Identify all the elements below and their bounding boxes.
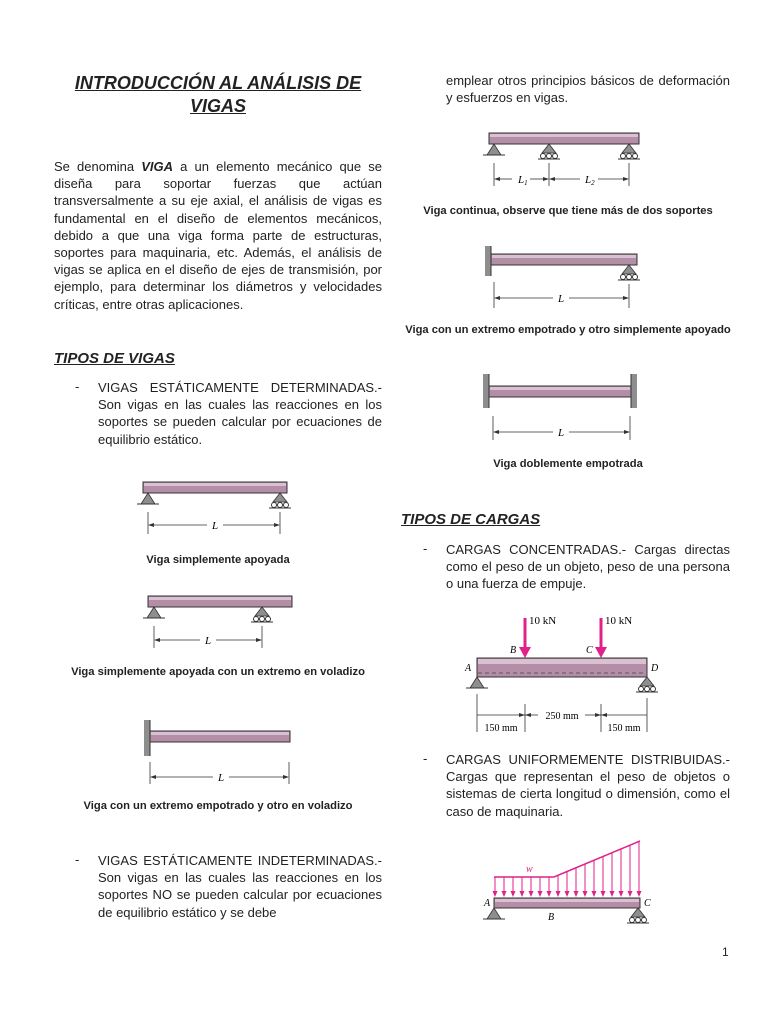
roller-support: [622, 265, 636, 274]
caption-overhang: Viga simplemente apoyada con un extremo en voladizo: [71, 666, 365, 678]
load-arrowhead: [610, 891, 615, 897]
pin-support: [470, 677, 484, 688]
roller-wheel: [633, 275, 638, 280]
load-arrowhead: [520, 891, 525, 897]
cargas-concentradas-item: CARGAS CONCENTRADAS.- Cargas directas como el peso de un objeto, peso de una persona o una fuerza de empuje.: [446, 542, 730, 592]
point-a-label: A: [465, 663, 472, 674]
length-label: L: [204, 635, 212, 647]
continuation-text: emplear otros principios básicos de deformación y esfuerzos en vigas.: [446, 73, 730, 106]
roller-wheel: [553, 154, 558, 159]
tipos-cargas-heading: TIPOS DE CARGAS: [401, 511, 541, 528]
concentrated-load-diagram: [458, 610, 668, 736]
cargas-distribuidas-item: CARGAS UNIFORMEMENTE DISTRIBUIDAS.- Cargas que representan el peso de objetos o sistemas de cierta longitud o dimensión, como el caso de maquinaria.: [446, 752, 730, 819]
load-arrowhead: [619, 891, 624, 897]
distributed-load-diagram: [478, 836, 664, 930]
dim-arrow: [283, 775, 289, 779]
roller-wheel: [633, 154, 638, 159]
caption-continuous: Viga continua, observe que tiene más de dos soportes: [423, 205, 713, 217]
force-arrowhead: [519, 647, 531, 658]
beam-highlight: [151, 732, 289, 735]
dim-arrow: [623, 296, 629, 300]
continuous-beam-diagram: [480, 128, 650, 188]
fixed-wall-right: [631, 374, 637, 408]
force-label-1: 10 kN: [529, 615, 557, 627]
fixed-wall: [485, 246, 491, 276]
load-arrowhead: [592, 891, 597, 897]
dim-arrow: [274, 523, 280, 527]
roller-support: [622, 144, 636, 153]
roller-wheel: [278, 503, 283, 508]
pin-support: [487, 908, 501, 919]
roller-wheel: [260, 617, 265, 622]
roller-wheel: [639, 687, 644, 692]
roller-wheel: [651, 687, 656, 692]
beam-highlight: [144, 483, 286, 486]
page-title: INTRODUCCIÓN AL ANÁLISIS DE VIGAS: [74, 73, 362, 116]
load-arrowhead: [493, 891, 498, 897]
vigas-determinadas-item: VIGAS ESTÁTICAMENTE DETERMINADAS.- Son vigas en las cuales las reacciones en los soportes se pueden calcular por ecuaciones de equilibrio estático.: [98, 380, 382, 447]
dim-arrow: [493, 430, 499, 434]
load-arrowhead: [556, 891, 561, 897]
vigas-indeterminadas-item: VIGAS ESTÁTICAMENTE INDETERMINADAS.- Son vigas en las cuales las reacciones en los soportes NO se pueden calcular por ecuaciones de equilibrio estático y se debe: [98, 853, 382, 920]
dim-arrow: [494, 296, 500, 300]
caption-fixed: Viga doblemente empotrada: [493, 458, 643, 470]
tipos-vigas-heading: TIPOS DE VIGAS: [54, 350, 175, 367]
beam-highlight: [478, 659, 646, 664]
dim-arrow: [256, 638, 262, 642]
roller-support: [255, 607, 269, 616]
dim-arrow: [148, 523, 154, 527]
dim-arrow: [494, 177, 500, 181]
dim-arrow: [150, 775, 156, 779]
bullet-dash: -: [75, 852, 80, 867]
roller-support: [542, 144, 556, 153]
roller-wheel: [547, 154, 552, 159]
length-label-1: L1: [518, 174, 528, 187]
page-number: 1: [722, 945, 729, 959]
intro-paragraph: [54, 158, 382, 313]
dim-arrow: [623, 177, 629, 181]
propped-beam-diagram: [482, 246, 646, 310]
load-arrowhead: [601, 891, 606, 897]
dim-label-1: 150 mm: [484, 723, 518, 734]
roller-wheel: [621, 275, 626, 280]
load-arrowhead: [502, 891, 507, 897]
roller-wheel: [636, 918, 641, 923]
dim-arrow: [601, 713, 607, 717]
beam-highlight: [492, 255, 636, 258]
point-b-label: B: [548, 912, 555, 923]
overhang-beam-diagram: [136, 591, 300, 649]
fixed-beam-diagram: [480, 374, 650, 444]
force-label-2: 10 kN: [605, 615, 633, 627]
beam-highlight: [495, 899, 639, 902]
cantilever-beam-diagram: [138, 718, 298, 786]
intro-text-end: a un elemento mecánico que se diseña para soportar fuerzas que actúan transversalmente a su eje axial, el análisis de vigas es fundamental en el diseño de elementos mecánicos, debido a que una viga forma parte de estructuras, soportes para maquinaria, etc. Además, el análisis de vigas se aplica en el diseño de ejes de transmisión, por ejemplo, para determinar los diámetros y velocidades críticas, entre otras aplicaciones.: [54, 159, 382, 312]
dim-arrow: [543, 177, 549, 181]
pin-support: [487, 144, 501, 155]
point-c-label: C: [586, 645, 593, 656]
roller-wheel: [266, 617, 271, 622]
load-intensity-label: w: [526, 864, 533, 875]
load-arrowhead: [574, 891, 579, 897]
fixed-wall: [144, 720, 150, 756]
length-label: L: [211, 520, 219, 532]
beam-highlight: [490, 387, 630, 390]
roller-wheel: [630, 918, 635, 923]
load-arrowhead: [583, 891, 588, 897]
point-d-label: D: [651, 663, 659, 674]
roller-wheel: [272, 503, 277, 508]
dim-arrow: [519, 713, 525, 717]
roller-wheel: [645, 687, 650, 692]
load-arrowhead: [628, 891, 633, 897]
point-c-label: C: [644, 898, 651, 909]
roller-wheel: [541, 154, 546, 159]
bullet-dash: -: [423, 751, 428, 766]
bullet-dash: -: [75, 379, 80, 394]
roller-support: [640, 677, 654, 686]
point-b-label: B: [510, 645, 517, 656]
roller-wheel: [627, 154, 632, 159]
roller-wheel: [627, 275, 632, 280]
load-arrowhead: [565, 891, 570, 897]
pin-support: [141, 493, 155, 504]
roller-wheel: [284, 503, 289, 508]
length-label-2: L2: [585, 174, 595, 187]
length-label: L: [557, 427, 565, 439]
caption-cantilever: Viga con un extremo empotrado y otro en voladizo: [83, 800, 353, 812]
load-arrowhead: [511, 891, 516, 897]
dim-arrow: [624, 430, 630, 434]
dim-label-3: 150 mm: [607, 723, 641, 734]
dim-arrow: [549, 177, 555, 181]
load-arrowhead: [529, 891, 534, 897]
caption-propped: Viga con un extremo empotrado y otro simplemente apoyado: [405, 324, 731, 336]
length-label: L: [557, 293, 565, 305]
dim-arrow: [525, 713, 531, 717]
point-a-label: A: [484, 898, 491, 909]
roller-support: [273, 493, 287, 502]
intro-text-start: Se denomina: [54, 159, 142, 174]
length-label: L: [217, 772, 225, 784]
roller-support: [631, 908, 645, 917]
force-arrowhead: [595, 647, 607, 658]
load-arrowhead: [637, 891, 642, 897]
dim-label-2: 250 mm: [545, 711, 579, 722]
dim-arrow: [154, 638, 160, 642]
roller-wheel: [621, 154, 626, 159]
simple-beam-diagram: [130, 478, 300, 536]
load-arrowhead: [538, 891, 543, 897]
beam-highlight: [490, 134, 638, 137]
load-arrowhead: [547, 891, 552, 897]
pin-support: [147, 607, 161, 618]
roller-wheel: [254, 617, 259, 622]
dim-arrow: [595, 713, 601, 717]
fixed-wall-left: [483, 374, 489, 408]
caption-simple: Viga simplemente apoyada: [146, 554, 290, 566]
beam-highlight: [149, 597, 291, 600]
roller-wheel: [642, 918, 647, 923]
intro-keyword: VIGA: [141, 159, 174, 174]
bullet-dash: -: [423, 541, 428, 556]
